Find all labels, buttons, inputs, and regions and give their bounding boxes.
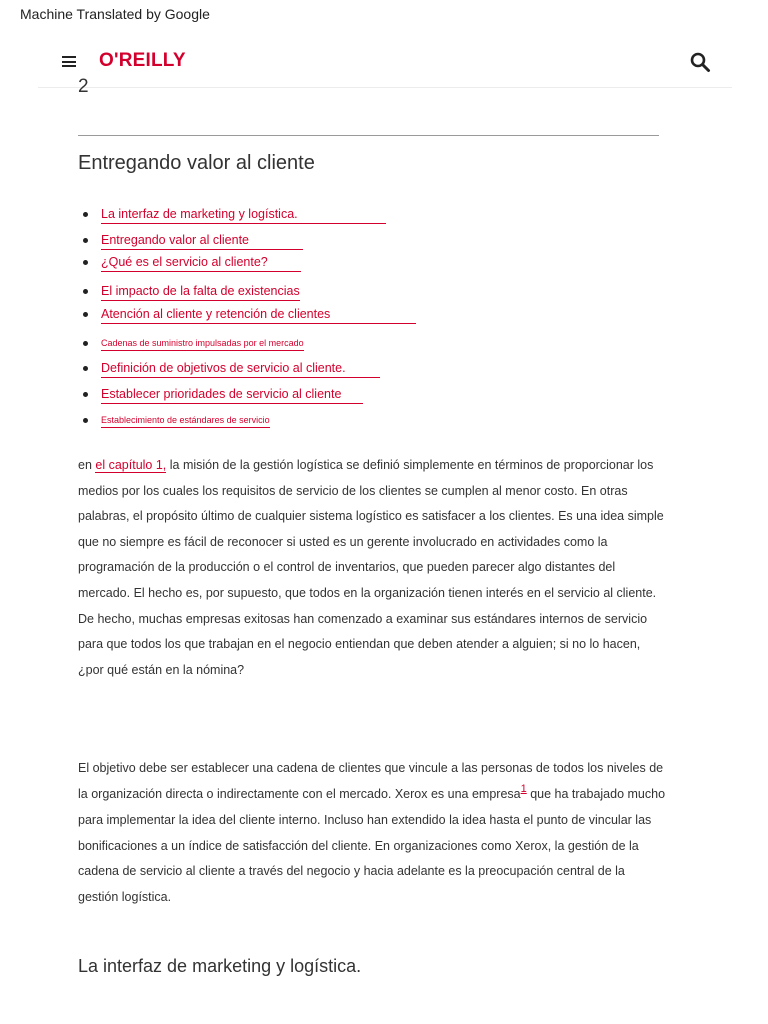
paragraph-text: la misión de la gestión logística se definió simplemente en términos de proporcionar los medios por los cuales los requisitos de servicio de los clientes se cumplen al menor costo. En otras palabras, el propósito último de cualquier sistema logístico es satisfacer a los clientes. Es una idea simple que no siempre es fácil de reconocer si usted es un gerente involucrado en actividades como la programación de la producción o el control de inventarios, que pueden parecer algo distantes del mercado. El hecho es, por supuesto, que todos en la organización tienen interés en el servicio al cliente. De hecho, muchas empresas exitosas han comenzado a examinar sus estándares internos de servicio para que todos los que trabajan en el negocio entiendan que deben atender a alguien; si no lo hacen, ¿por qué están en la nómina? <box>78 458 664 677</box>
chapter-number: 2 <box>78 76 89 97</box>
paragraph-intro <box>78 453 668 683</box>
toc-link[interactable]: Establecer prioridades de servicio al cliente <box>101 387 363 404</box>
paragraph-text: El objetivo debe ser establecer una cadena de clientes que vincule a las personas de todos los niveles de la organización directa o indirectamente con el mercado. Xerox es una empresa <box>78 761 664 801</box>
toc-link[interactable]: Definición de objetivos de servicio al cliente. <box>101 361 380 378</box>
toc-link[interactable]: La interfaz de marketing y logística. <box>101 207 386 224</box>
bullet-icon <box>83 238 88 243</box>
toc-link[interactable]: Atención al cliente y retención de clientes <box>101 307 416 324</box>
bullet-icon <box>83 392 88 397</box>
toc-link[interactable]: El impacto de la falta de existencias <box>101 284 300 301</box>
paragraph-text: en <box>78 458 96 472</box>
bullet-icon <box>83 341 88 346</box>
bullet-icon <box>83 289 88 294</box>
bullet-icon <box>83 418 88 423</box>
machine-translation-banner: Machine Translated by Google <box>20 6 210 22</box>
bullet-icon <box>83 312 88 317</box>
paragraph-customer-chain <box>78 756 668 911</box>
bullet-icon <box>83 260 88 265</box>
toc-link[interactable]: Cadenas de suministro impulsadas por el mercado <box>101 338 304 351</box>
paragraph-text: que ha trabajado mucho para implementar la idea del cliente interno. Incluso han extendido la idea hasta el punto de vincular las bonificaciones a un índice de satisfacción del cliente. En organizaciones como Xerox, la gestión de la cadena de servicio al cliente a través del negocio y hacia adelante es la preocupación central de la gestión logística. <box>78 786 666 904</box>
oreilly-logo[interactable]: O'REILLY <box>99 50 186 71</box>
footnote-link[interactable]: 1 <box>520 782 527 795</box>
divider <box>78 135 659 136</box>
top-navigation-bar <box>38 42 732 88</box>
bullet-icon <box>83 212 88 217</box>
section-title: La interfaz de marketing y logística. <box>78 956 362 976</box>
search-icon[interactable] <box>689 51 711 73</box>
toc-link[interactable]: Establecimiento de estándares de servicio <box>101 415 270 428</box>
bullet-icon <box>83 366 88 371</box>
hamburger-menu-icon[interactable] <box>62 56 76 67</box>
toc-link[interactable]: Entregando valor al cliente <box>101 233 303 250</box>
chapter-1-link[interactable]: el capítulo 1, <box>95 458 167 472</box>
chapter-title: Entregando valor al cliente <box>78 152 315 174</box>
toc-link[interactable]: ¿Qué es el servicio al cliente? <box>101 255 301 272</box>
